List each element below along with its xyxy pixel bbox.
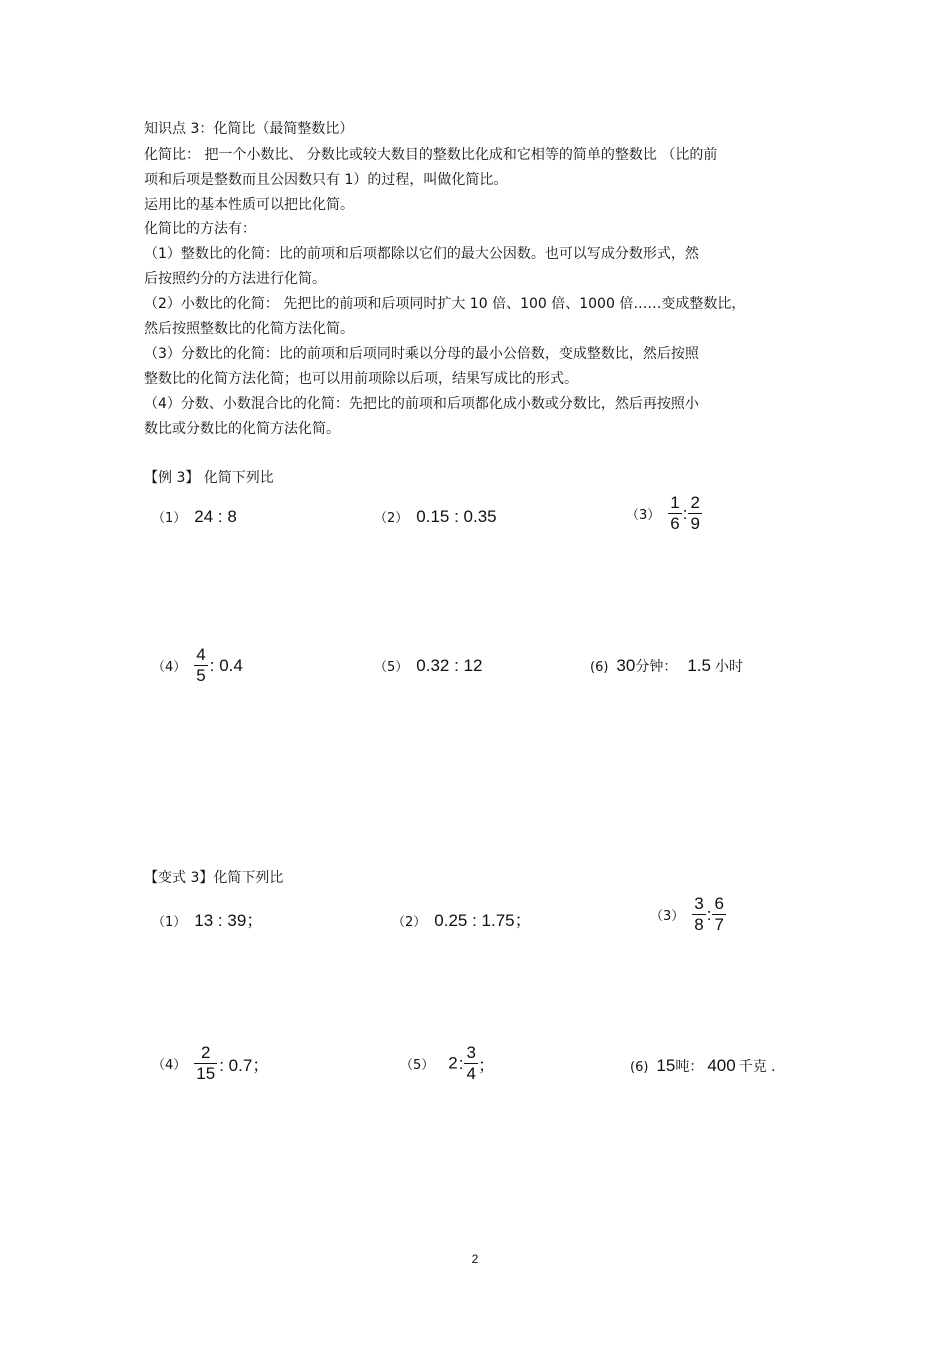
variant-problem-5 xyxy=(400,1043,495,1084)
ratio-colon: : xyxy=(682,503,688,523)
page-number: 2 xyxy=(471,1252,479,1266)
quantity-value: 1.5 xyxy=(687,656,711,675)
variant-problem-6 xyxy=(630,1056,776,1076)
quantity-value: 400 xyxy=(707,1056,736,1075)
example-problem-4 xyxy=(152,645,243,686)
text-line: （1）整数比的化简：比的前项和后项都除以它们的最大公因数。也可以写成分数形式，然 xyxy=(144,246,699,262)
fraction xyxy=(688,493,701,534)
problem-label: (6) xyxy=(630,1060,649,1075)
fraction xyxy=(712,894,725,935)
text-line: 然后按照整数比的化简方法化简。 xyxy=(144,321,354,337)
fraction xyxy=(194,645,207,686)
ratio-expression: : 0.7； xyxy=(219,1056,270,1075)
text-line: （3）分数比的化简：比的前项和后项同时乘以分母的最小公倍数，变成整数比，然后按照 xyxy=(144,346,699,362)
numerator: 1 xyxy=(670,493,680,512)
problem-label: （2） xyxy=(374,511,409,526)
text-line: （4）分数、小数混合比的化简：先把比的前项和后项都化成小数或分数比，然后再按照小 xyxy=(144,396,699,412)
problem-label: (6) xyxy=(590,660,609,675)
fraction xyxy=(692,894,705,935)
numerator: 2 xyxy=(201,1043,211,1062)
text-line: 运用比的基本性质可以把比化简。 xyxy=(144,197,354,213)
ratio-expression: 0.25 : 1.75； xyxy=(434,911,532,930)
fraction xyxy=(464,1043,477,1084)
variant-problem-1 xyxy=(152,906,263,931)
ratio-expression: 13 : 39； xyxy=(194,911,264,930)
numerator: 4 xyxy=(196,645,206,664)
unit-text: 千克 . xyxy=(738,1059,776,1075)
text-line: （2）小数比的化简： 先把比的前项和后项同时扩大 10 倍、100 倍、1000 倍……变成整数比， xyxy=(144,296,746,312)
ratio-expression: 0.32 : 12 xyxy=(416,656,483,675)
ratio-expression: 24 : 8 xyxy=(194,507,237,526)
text-line: 后按照约分的方法进行化简。 xyxy=(144,271,326,287)
numerator: 3 xyxy=(466,1043,476,1062)
problem-label: （4） xyxy=(152,1058,187,1073)
fraction xyxy=(668,493,681,534)
text-line: 项和后项是整数而且公因数只有 1）的过程，叫做化简比。 xyxy=(144,172,508,188)
numerator: 2 xyxy=(690,493,700,512)
text-line: 整数比的化简方法化简；也可以用前项除以后项，结果写成比的形式。 xyxy=(144,371,578,387)
problem-label: （5） xyxy=(374,660,409,675)
problem-label: （4） xyxy=(152,660,187,675)
denominator: 4 xyxy=(466,1064,476,1083)
ratio-colon: : xyxy=(458,1053,464,1073)
problem-label: （3） xyxy=(650,909,685,924)
denominator: 15 xyxy=(196,1064,216,1083)
punctuation: ； xyxy=(477,1056,495,1075)
ratio-expression: : 0.4 xyxy=(209,655,243,675)
example-problem-3 xyxy=(626,493,702,534)
example-problem-6 xyxy=(590,656,743,676)
problem-label: （1） xyxy=(152,511,187,526)
variant-problem-4 xyxy=(152,1043,269,1084)
example-problem-5 xyxy=(374,656,482,676)
denominator: 9 xyxy=(690,514,700,533)
unit-text: 分钟： xyxy=(635,659,678,675)
text-line: 化简比： 把一个小数比、 分数比或较大数目的整数比化成和它相等的简单的整数比 （比的前 xyxy=(144,147,718,163)
variant-problem-2 xyxy=(392,906,532,931)
unit-text: 吨： xyxy=(675,1059,704,1075)
fraction xyxy=(194,1043,217,1084)
example-problem-2 xyxy=(374,507,497,527)
unit-text: 小时 xyxy=(714,659,743,675)
denominator: 6 xyxy=(670,514,680,533)
denominator: 8 xyxy=(694,915,704,934)
ratio-expression: 0.15 : 0.35 xyxy=(416,507,497,526)
quantity-value: 2 xyxy=(448,1053,458,1073)
variant-heading: 【变式 3】化简下列比 xyxy=(144,870,284,886)
problem-label: （5） xyxy=(400,1058,435,1073)
quantity-value: 30 xyxy=(616,656,636,675)
problem-label: （2） xyxy=(392,915,427,930)
denominator: 5 xyxy=(196,666,206,685)
ratio-colon: : xyxy=(706,904,712,924)
example-heading: 【例 3】 化简下列比 xyxy=(144,470,274,486)
example-problem-1 xyxy=(152,507,237,527)
problem-label: （1） xyxy=(152,915,187,930)
quantity-value: 15 xyxy=(656,1056,676,1075)
denominator: 7 xyxy=(714,915,724,934)
section-title: 知识点 3：化简比（最简整数比） xyxy=(144,121,354,137)
numerator: 3 xyxy=(694,894,704,913)
numerator: 6 xyxy=(714,894,724,913)
text-line: 化简比的方法有： xyxy=(144,221,256,237)
problem-label: （3） xyxy=(626,508,661,523)
variant-problem-3 xyxy=(650,894,726,935)
text-line: 数比或分数比的化简方法化简。 xyxy=(144,421,340,437)
